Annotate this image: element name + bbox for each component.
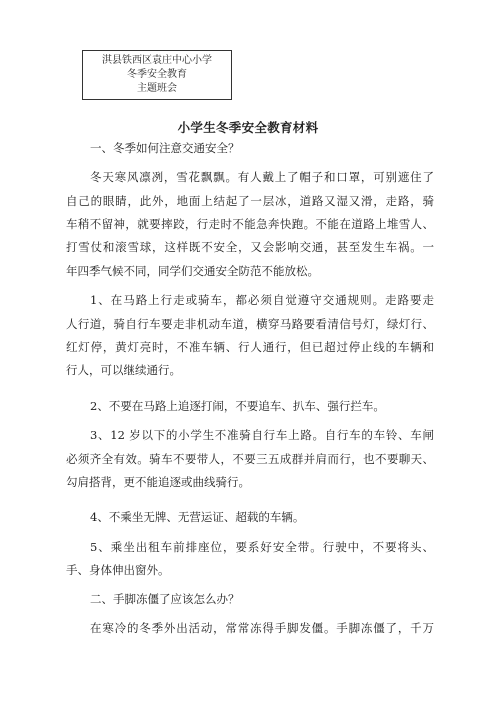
section-heading-2: 二、手脚冻僵了应该怎么办？ [90,592,240,606]
document-title: 小学生冬季安全教育材料 [177,120,319,135]
list-item-line: 2、不要在马路上追逐打闹，不要追车、扒车、强行拦车。 [90,399,385,413]
school-name: 淇县铁西区袁庄中心小学 [102,55,212,66]
list-item-line: 手、身体伸出窗外。 [66,563,170,577]
list-item-line: 勾肩搭背，更不能追逐或曲线骑行。 [66,475,250,489]
list-item-line: 行人，可以继续通行。 [66,363,181,377]
paragraph-line: 车稍不留神，就要摔跤，行走时不能急奔快跑。不能在道路上堆雪人、 [66,217,434,231]
topic-name: 冬季安全教育 [127,69,187,80]
class-meeting-label-box [82,50,232,100]
meeting-type: 主题班会 [137,83,177,94]
paragraph-line: 冬天寒风凛冽，雪花飘飘。有人戴上了帽子和口罩，可别遮住了 [90,170,434,184]
paragraph-line: 打雪仗和滚雪球，这样既不安全，又会影响交通，甚至发生车祸。一 [66,240,434,254]
paragraph-line: 年四季气候不同，同学们交通安全防范不能放松。 [66,264,319,278]
list-item-line: 必须齐全有效。骑车不要带人，不要三五成群并肩而行，也不要聊天、 [66,452,434,466]
list-item-line: 人行道，骑自行车要走非机动车道，横穿马路要看清信号灯，绿灯行、 [66,317,434,331]
list-item-line: 3、12 岁以下的小学生不准骑自行车上路。自行车的车铃、车闸 [90,428,434,442]
section-heading-1: 一、冬季如何注意交通安全？ [90,141,240,155]
paragraph-line: 自己的眼睛，此外，地面上结起了一层冰，道路又湿又滑，走路，骑 [66,194,434,208]
list-item-line: 1、在马路上行走或骑车，都必须自觉遵守交通规则。走路要走 [90,293,434,307]
paragraph-line: 在寒冷的冬季外出活动，常常冻得手脚发僵。手脚冻僵了，千万 [90,621,434,635]
list-item-line: 5、乘坐出租车前排座位，要系好安全带。行驶中，不要将头、 [90,540,434,554]
list-item-line: 4、不乘坐无牌、无营运证、超载的车辆。 [90,510,305,524]
list-item-line: 红灯停，黄灯亮时，不准车辆、行人通行，但已超过停止线的车辆和 [66,340,434,354]
